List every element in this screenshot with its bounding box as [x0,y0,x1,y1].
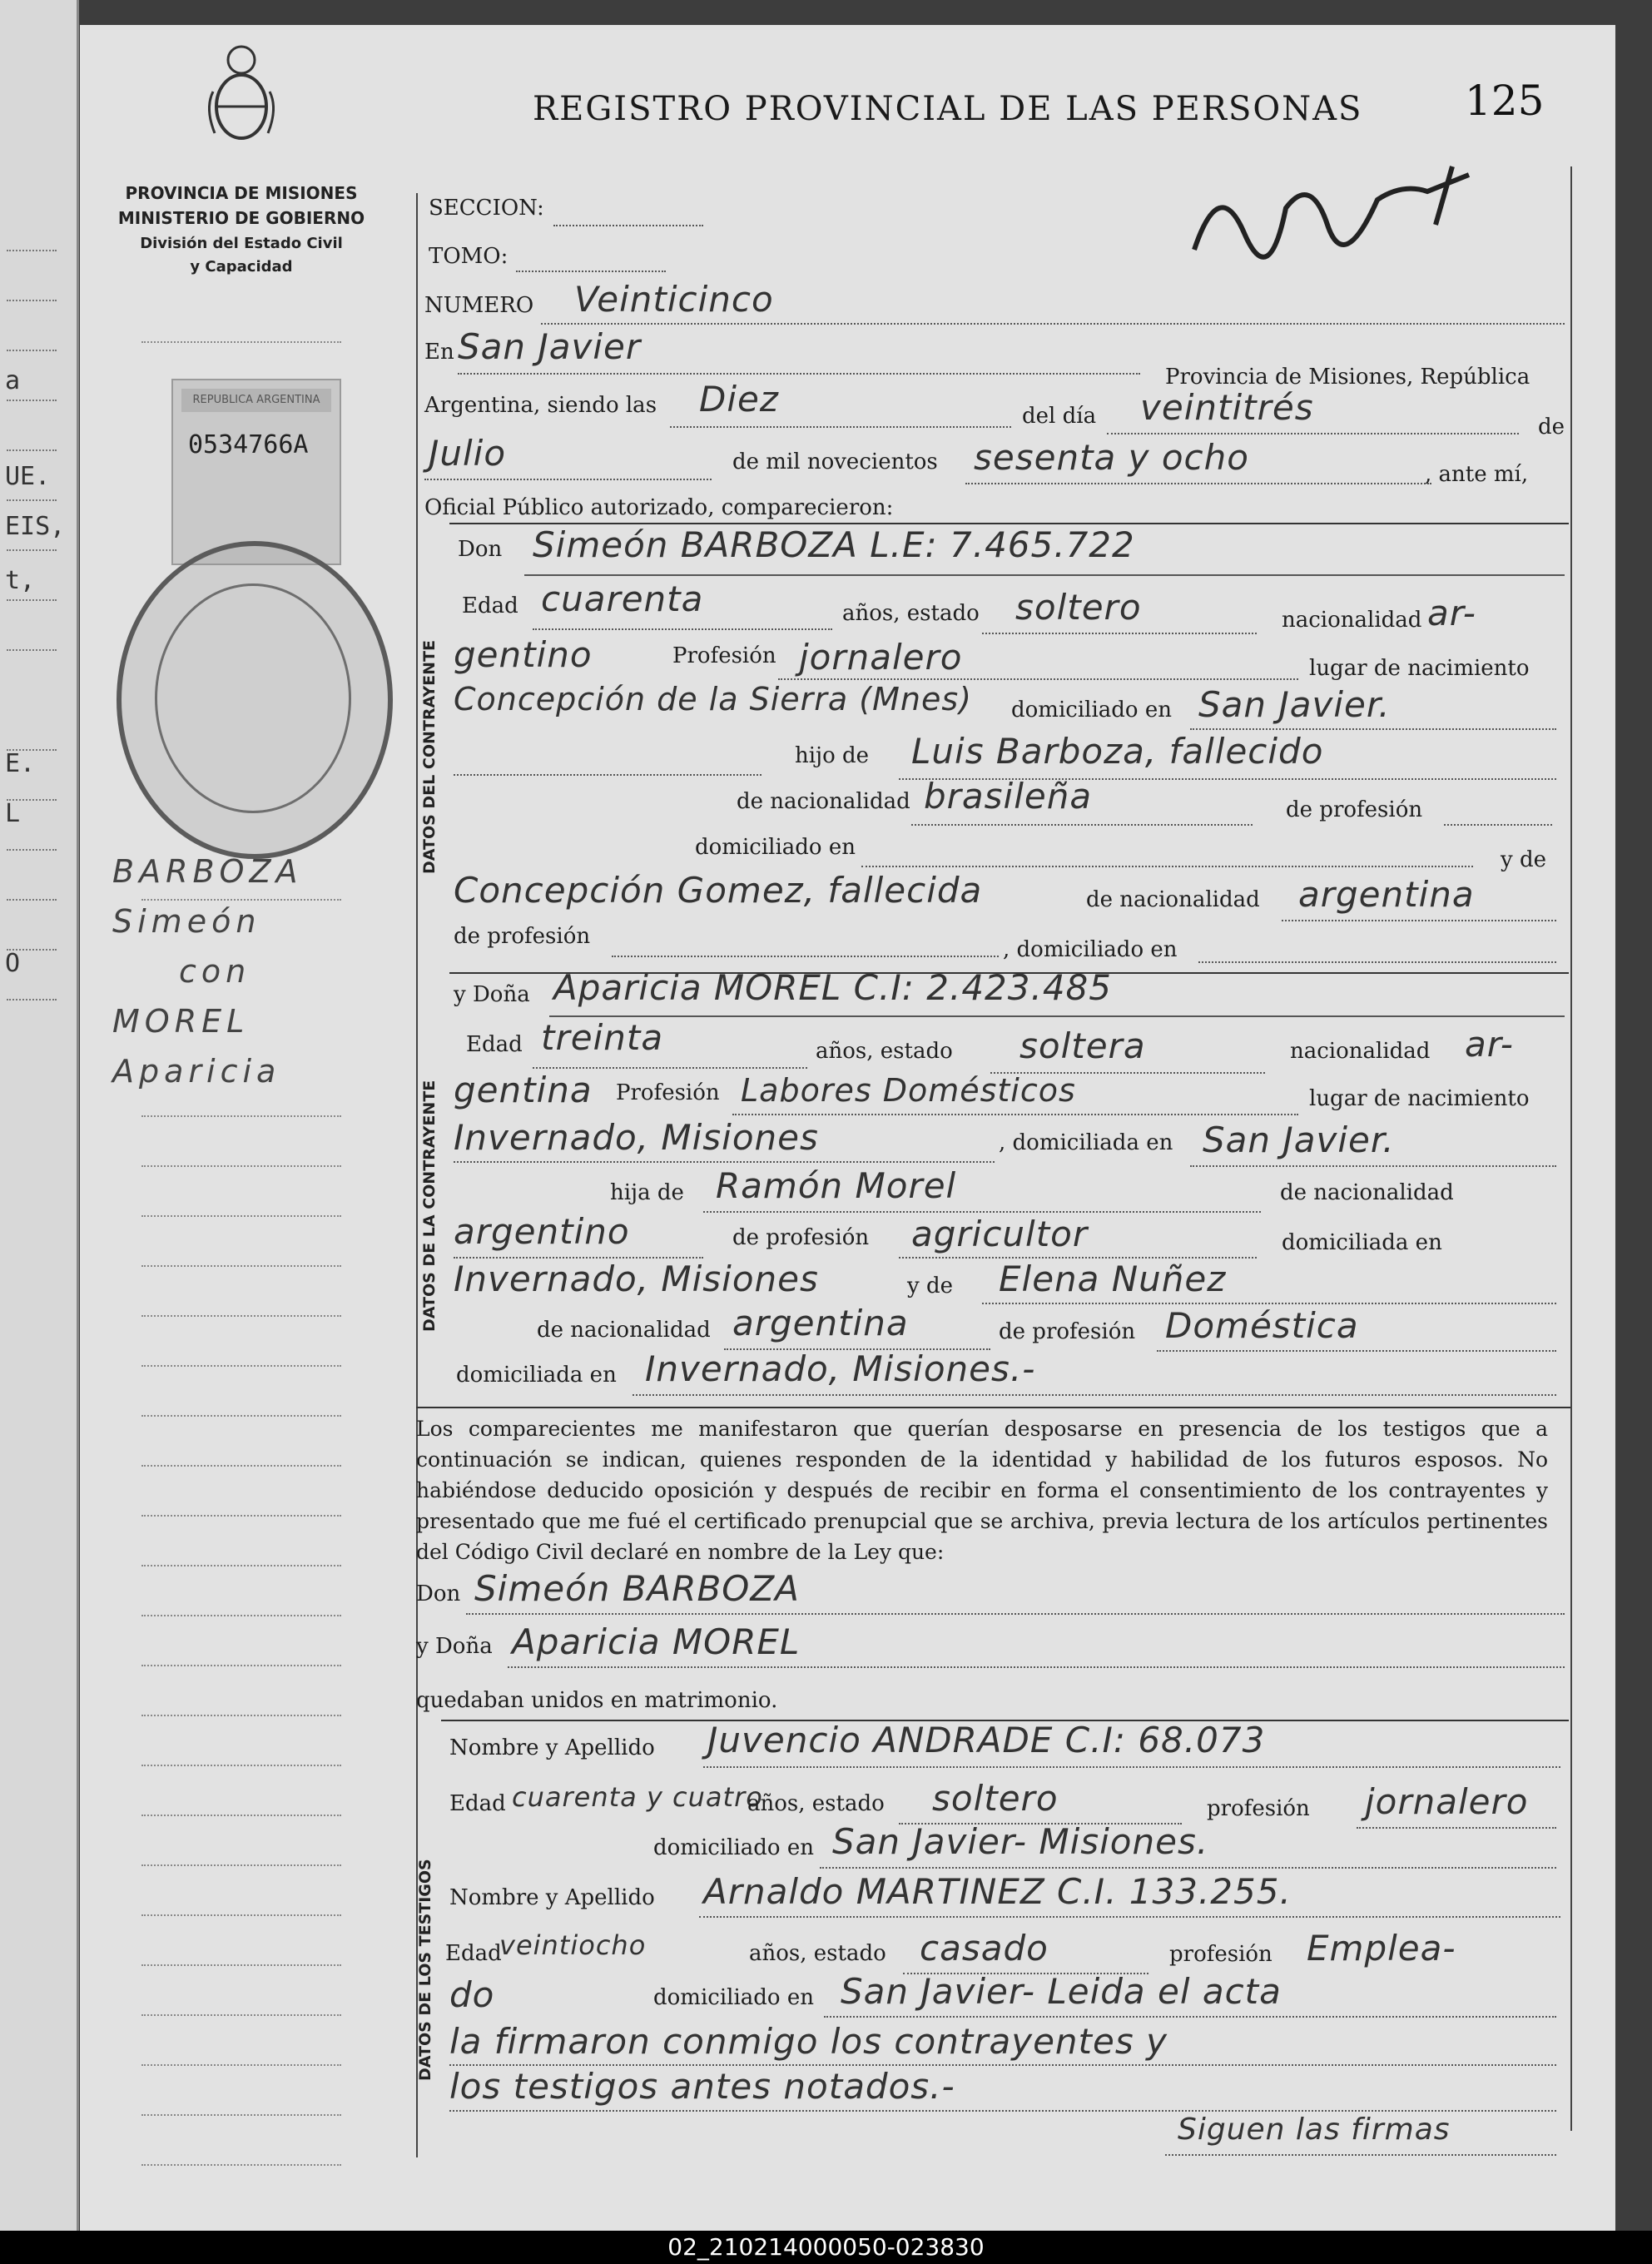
declared-groom-field [466,1613,1565,1615]
label-seccion: SECCION: [429,196,544,221]
witness1-name-field [703,1766,1560,1768]
sidebar-rule [141,1515,341,1517]
sidebar-rule [141,1964,341,1966]
label-don-declara: Don [416,1581,461,1606]
bride-mother-prof-field [1157,1350,1556,1352]
closing-field-3 [1165,2154,1556,2156]
sidebar-rule [141,1565,341,1566]
groom-nac-value-a: ar- [1427,593,1476,633]
sidebar-rule [141,1465,341,1467]
witness1-name-value: Juvencio ANDRADE C.I: 68.073 [707,1720,1266,1760]
sidebar-rule [141,1365,341,1367]
left-page-rule [7,999,57,1000]
bride-nac-value-a: ar- [1465,1024,1514,1065]
witness2-prof-value-b: do [449,1974,495,2015]
label-domiciliado-t2: domiciliado en [653,1985,814,2010]
label-en: En [424,340,454,365]
witness1-dom-field [820,1867,1556,1869]
label-tomo: TOMO: [429,244,508,269]
bride-father-value: Ramón Morel [716,1165,957,1206]
bride-name-value: Aparicia MOREL C.I: 2.423.485 [553,967,1112,1008]
sidebar-rule [141,2064,341,2066]
coat-of-arms-icon [208,42,275,150]
sidebar-rule [141,1715,341,1716]
closing-note: Siguen las firmas [1178,2113,1451,2147]
declared-groom-value: Simeón BARBOZA [474,1568,800,1609]
left-page-text: L [5,799,21,828]
anio-value: sesenta y ocho [974,437,1249,478]
bride-age-field [533,1067,807,1069]
ministry-name: MINISTERIO DE GOBIERNO [117,208,365,228]
document-title: REGISTRO PROVINCIAL DE LAS PERSONAS [533,90,1363,128]
left-page-rule [7,549,57,551]
groom-domicilio-field [1190,728,1556,730]
division-name: División del Estado Civil [140,235,343,252]
witness2-prof-value-a: Emplea- [1307,1928,1456,1969]
declared-bride-value: Aparicia MOREL [512,1621,801,1662]
label-domiciliado-t1: domiciliado en [653,1835,814,1860]
groom-domicilio-value: San Javier. [1198,684,1391,725]
left-page-text: E. [5,749,36,778]
left-page-rule [7,250,57,251]
mes-field [424,479,712,480]
label-anos-estado-f: años, estado [816,1039,953,1064]
left-page-rule [7,300,57,301]
label-de: de [1538,415,1565,439]
lugar-field [458,373,1140,375]
left-page-text: t, [5,566,36,595]
groom-prof-value: jornalero [799,637,963,678]
margin-conjunction: con [179,953,251,990]
witness2-age-value: veintiocho [499,1929,647,1961]
left-page-rule [7,499,57,501]
groom-mother-prof-field [612,956,999,957]
label-y-dona: y Doña [454,982,530,1007]
revenue-stamp [171,379,341,565]
declared-bride-field [508,1666,1565,1668]
left-page-rule [7,899,57,901]
sidebar-rule [141,1315,341,1317]
witness1-prof-value: jornalero [1365,1781,1529,1822]
witness1-estado-value: soltero [932,1778,1059,1819]
label-lugar-nac: lugar de nacimiento [1309,656,1530,681]
sidebar-rule [141,1815,341,1816]
seal-inner-ring [155,583,351,813]
label-profesion: Profesión [672,643,776,668]
label-edad-testigo1: Edad [449,1791,506,1816]
groom-father-nac-field [911,824,1253,826]
bride-mother-prof-value: Doméstica [1165,1305,1359,1346]
witness2-estado-value: casado [920,1928,1049,1969]
groom-mother-nac-field [1282,920,1556,921]
bride-prof-value: Labores Domésticos [741,1072,1076,1109]
sidebar-rule [141,2164,341,2166]
signature-mark [1186,158,1486,266]
groom-father-dom-field [861,866,1473,867]
label-domiciliado-padre: domiciliado en [695,835,856,860]
sidebar-rule [141,1165,341,1167]
groom-name-value: Simeón BARBOZA L.E: 7.465.722 [533,524,1135,565]
left-page-rule [7,849,57,851]
label-de-profesion-madre: de profesión [454,924,591,949]
label-domiciliado-madre: , domiciliado en [1003,937,1178,962]
label-de-nacionalidad: de nacionalidad [737,789,910,814]
label-domiciliado: domiciliado en [1011,698,1172,722]
groom-nac-value-b: gentino [454,634,593,675]
sidebar-rule [141,1115,341,1117]
label-de-profesion: de profesión [1286,797,1423,822]
bride-father-dom-value: Invernado, Misiones [454,1259,819,1299]
sidebar-rule [141,2114,341,2116]
groom-estado-field [982,633,1257,634]
left-page-rule [7,350,57,351]
bride-father-prof-value: agricultor [911,1214,1089,1254]
bride-name-field [549,1015,1565,1017]
label-profesion-f: Profesión [616,1080,720,1105]
label-profesion-t2: profesión [1169,1942,1272,1967]
witness2-dom-field [824,2016,1556,2018]
witness1-age-value: cuarenta y cuatro [512,1781,763,1813]
label-oficial: Oficial Público autorizado, comparecieron: [424,495,894,520]
bride-prof-field [732,1114,1298,1115]
label-siendo: Argentina, siendo las [424,393,657,418]
mes-value: Julio [429,433,507,474]
anio-field [965,483,1431,484]
hora-value: Diez [699,379,779,420]
label-de-profesion-padre-f: de profesión [732,1225,870,1250]
division-subname: y Capacidad [190,258,293,276]
witness2-name-value: Arnaldo MARTINEZ C.I. 133.255. [703,1871,1292,1912]
label-nombre-testigo2: Nombre y Apellido [449,1885,655,1910]
left-page-rule [7,400,57,401]
label-lugar-nac-f: lugar de nacimiento [1309,1086,1530,1111]
label-y-dona-declara: y Doña [416,1634,493,1659]
label-de-nac-padre-f: de nacionalidad [1280,1180,1454,1205]
dia-value: veintitrés [1140,387,1314,428]
groom-estado-value: soltero [1015,587,1142,628]
label-edad-f: Edad [466,1032,523,1057]
margin-name-bride: Aparicia [112,1053,281,1090]
sidebar-rule [141,1215,341,1217]
label-nacionalidad: nacionalidad [1282,608,1422,633]
margin-surname-bride: MOREL [112,1003,250,1040]
groom-mother-value: Concepción Gomez, fallecida [454,870,983,911]
label-profesion-t1: profesión [1207,1796,1310,1821]
label-nombre-testigo1: Nombre y Apellido [449,1735,655,1760]
label-edad-testigo2: Edad [445,1941,502,1966]
sidebar-rule [141,2014,341,2016]
declaration-paragraph: Los comparecientes me manifestaron que querían desposarse en presencia de los testigos que a continuación se indican, quienes responden de la identidad y habilidad de los futuros esposos. No habiéndose deducido oposición y después de recibir en forma el consentimiento de los contrayentes y presentado que me fué el certificado prenupcial que se archiva, previa lectura de los artículos pertinentes del Código Civil declaré en nombre de la Ley que: [416,1417,1548,1564]
label-de-mil: de mil novecientos [732,449,938,474]
label-quedaban: quedaban unidos en matrimonio. [416,1688,778,1713]
sidebar-rule [141,341,341,343]
numero-field [541,323,1565,325]
bride-domicilio-value: San Javier. [1203,1120,1395,1160]
label-de-nac-madre: de nacionalidad [1086,887,1260,912]
folio-number: 125 [1465,77,1545,125]
bride-mother-dom-field [633,1394,1556,1396]
left-page-rule [7,599,57,601]
groom-father-nac-value: brasileña [924,776,1093,817]
bride-birthplace-field [454,1161,995,1163]
closing-line-2: los testigos antes notados.- [449,2066,955,2107]
label-numero: NUMERO [424,293,534,318]
label-edad: Edad [462,593,518,618]
label-ante-mi: , ante mí, [1425,462,1529,487]
numero-value: Veinticinco [574,279,774,320]
seccion-field [553,225,703,226]
groom-prof-field [778,678,1298,680]
sidebar-rule [141,1665,341,1666]
bride-mother-dom-value: Invernado, Misiones.- [645,1348,1036,1389]
adjacent-page-fragment [0,0,79,2247]
label-anos-estado-t2: años, estado [749,1941,886,1966]
label-de-nac-madre-f: de nacionalidad [537,1318,711,1343]
closing-line-1: la firmaron conmigo los contrayentes y [449,2021,1168,2062]
label-provincia: Provincia de Misiones, República [1165,365,1530,390]
dia-field [1107,433,1519,434]
groom-mother-nac-value: argentina [1298,874,1475,915]
groom-father-prof-field [1444,824,1552,826]
hora-field [670,426,1011,428]
bride-father-field [703,1211,1261,1213]
bride-birthplace-value: Invernado, Misiones [454,1117,819,1158]
label-y-de: y de [1501,847,1546,872]
form-right-border [1570,166,1572,2131]
left-page-text: EIS, [5,512,66,541]
left-page-rule [7,449,57,451]
lugar-value: San Javier [458,326,642,367]
groom-birthplace-value: Concepción de la Sierra (Mnes) [454,681,972,717]
label-hijo-de: hijo de [795,743,870,768]
witness2-dom-value: San Javier- Leida el acta [841,1971,1282,2012]
label-domiciliada-madre-f: domiciliada en [456,1363,617,1388]
label-datos-contrayente: DATOS DEL CONTRAYENTE [420,640,439,874]
label-datos-la-contrayente: DATOS DE LA CONTRAYENTE [420,1080,439,1332]
groom-father-value: Luis Barboza, fallecido [911,731,1324,772]
closing-field-2 [449,2110,1556,2112]
label-hija-de: hija de [610,1180,684,1205]
label-anos-estado: años, estado [842,601,980,626]
label-nacionalidad-f: nacionalidad [1290,1039,1431,1064]
sidebar-rule [141,1765,341,1766]
label-y-de-f: y de [907,1274,953,1298]
groom-age-value: cuarenta [541,578,704,619]
bride-father-nac-value: argentino [454,1211,630,1252]
bride-estado-value: soltera [1019,1025,1146,1066]
bride-nac-value-b: gentina [454,1070,593,1110]
sidebar-rule [141,1415,341,1417]
tomo-field [516,271,666,272]
groom-name-field [524,574,1565,576]
sidebar-rule [141,1615,341,1616]
sidebar-rule [141,1914,341,1916]
witness1-prof-field [1357,1827,1556,1829]
label-datos-testigos: DATOS DE LOS TESTIGOS [416,1859,434,2081]
bride-mother-field [982,1303,1556,1304]
left-page-text: UE. [5,462,51,491]
sidebar-rule [141,899,341,901]
label-domiciliada-f: , domiciliada en [999,1130,1173,1155]
label-del-dia: del día [1022,404,1097,429]
bride-mother-nac-value: argentina [732,1303,909,1343]
blank-field [454,774,762,776]
groom-mother-dom-field [1198,961,1556,963]
left-page-rule [7,649,57,651]
sidebar-rule [141,1265,341,1267]
sidebar-rule [141,1864,341,1866]
stamp-number: 0534766A [188,430,309,459]
stamp-header: REPUBLICA ARGENTINA [181,389,331,412]
section-divider [416,1407,1570,1408]
official-seal [117,541,393,859]
margin-surname-groom: BARBOZA [112,853,303,890]
margin-name-groom: Simeón [112,903,261,940]
groom-age-field [533,628,832,630]
left-page-text: a [5,366,21,395]
bride-domicilio-field [1190,1165,1556,1167]
label-de-profesion-madre-f: de profesión [999,1319,1136,1344]
bride-age-value: treinta [541,1017,664,1058]
bride-mother-value: Elena Nuñez [999,1259,1227,1299]
image-caption: 02_210214000050-023830 [0,2231,1652,2264]
label-don: Don [458,537,503,562]
witness2-name-field [699,1916,1560,1918]
label-anos-estado-t1: años, estado [747,1791,885,1816]
label-domiciliada-padre-f: domiciliada en [1282,1230,1442,1255]
province-name: PROVINCIA DE MISIONES [125,183,358,203]
left-page-text: O [5,949,21,978]
witness1-dom-value: San Javier- Misiones. [832,1821,1209,1862]
